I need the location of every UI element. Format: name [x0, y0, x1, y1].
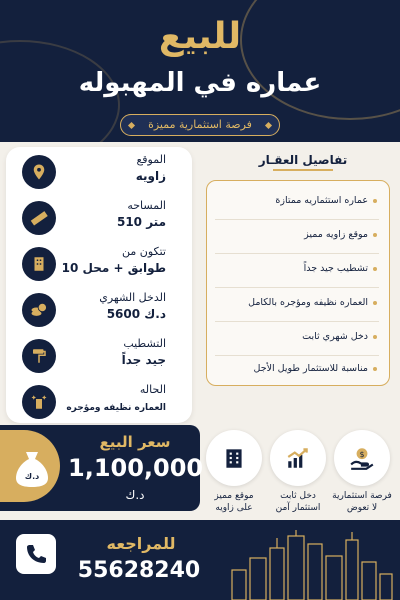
feature-value: 5600 د.ك [106, 307, 166, 321]
page-subtitle: عماره في المهبوله [78, 68, 322, 98]
feature-floors [6, 241, 192, 287]
divider [215, 253, 379, 254]
feature-value: العماره نظيفه ومؤجره [66, 403, 166, 413]
diamond-icon [265, 122, 272, 129]
list-item-text: العماره نظيفه ومؤجره بالكامل [248, 297, 368, 308]
list-item [209, 263, 377, 274]
feature-label: المساحه [127, 199, 166, 212]
feature-label: تتكون من [122, 245, 166, 258]
highlight-label: موقع مميز على زاويه [214, 491, 254, 513]
bullet-icon [373, 267, 377, 271]
details-title: تفاصيل العقـار [248, 153, 358, 171]
tagline-text: فرصة استثمارية مميزة [148, 118, 252, 131]
skyline-illustration [224, 530, 394, 600]
feature-condition [6, 379, 192, 425]
phone-icon[interactable] [16, 534, 56, 574]
divider [215, 287, 379, 288]
list-item [209, 229, 377, 240]
feature-label: الحاله [139, 383, 166, 396]
list-item [209, 195, 377, 206]
highlight-card-opportunity [334, 430, 390, 486]
contact-footer [0, 520, 400, 600]
contact-phone[interactable]: 55628240 [77, 558, 201, 583]
feature-label: الدخل الشهري [99, 291, 166, 304]
header-banner [0, 0, 400, 142]
bullet-icon [373, 233, 377, 237]
feature-value: 510 متر [116, 215, 166, 229]
highlight-card-location [206, 430, 262, 486]
list-item-text: مناسبة للاستثمار طويل الأجل [253, 363, 368, 374]
list-item-text: عماره استثماريه ممتازة [275, 195, 368, 206]
growth-chart-icon [285, 445, 311, 471]
money-bag-icon [14, 448, 50, 488]
feature-label: الموقع [136, 153, 166, 166]
highlight-label: دخل ثابت استثمار آمن [275, 491, 321, 513]
bullet-icon [373, 367, 377, 371]
feature-area [6, 195, 192, 241]
list-item [209, 297, 377, 308]
details-list [206, 180, 390, 386]
feature-value: جيد جداً [121, 353, 166, 367]
highlight-card-income [270, 430, 326, 486]
divider [215, 321, 379, 322]
price-label: سعر البيع [99, 433, 171, 451]
feature-finishing [6, 333, 192, 379]
bullet-icon [373, 335, 377, 339]
price-value: 1,100,000 [68, 454, 204, 482]
feature-value: 10 طوابق + محل [61, 261, 166, 275]
list-item [209, 331, 377, 342]
feature-location [6, 149, 192, 195]
bullet-icon [373, 301, 377, 305]
page-title: للبيع [158, 16, 242, 57]
tower-icon [221, 445, 247, 471]
list-item-text: موقع زاويه مميز [304, 229, 368, 240]
list-item [209, 363, 377, 374]
feature-income [6, 287, 192, 333]
divider [215, 219, 379, 220]
feature-value: زاويه [135, 169, 166, 183]
contact-label: للمراجعه [106, 534, 176, 553]
divider [215, 355, 379, 356]
svg-text:د.ك: د.ك [24, 472, 40, 481]
feature-label: التشطيب [123, 337, 166, 350]
hand-money-icon [349, 445, 375, 471]
list-item-text: تشطيب جيد جداً [303, 263, 368, 274]
price-currency: د.ك [125, 488, 145, 502]
svg-text:$: $ [359, 449, 365, 459]
tagline-badge [120, 114, 280, 136]
diamond-icon [128, 122, 135, 129]
bullet-icon [373, 199, 377, 203]
list-item-text: دخل شهري ثابت [302, 331, 368, 342]
features-panel [6, 147, 192, 423]
highlight-label: فرصة استثمارية لا تعوض [332, 491, 392, 513]
